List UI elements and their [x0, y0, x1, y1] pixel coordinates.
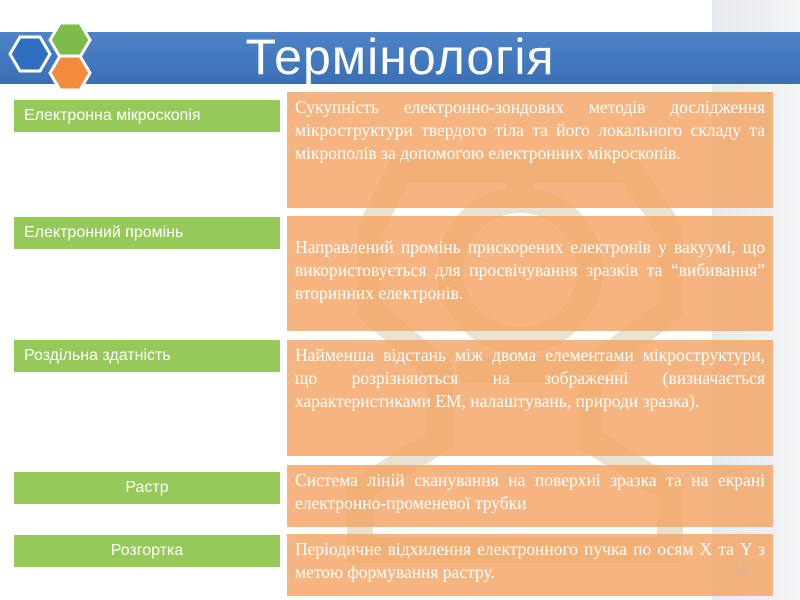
slide-title: Термінологія — [245, 29, 555, 85]
definition-electron-beam: Направлений промінь прискорених електронів у вакуумі, що використовується для просвічування зразків та “вибивання” вторинних електронів. — [287, 216, 773, 331]
term-resolution: Роздільна здатність — [14, 340, 280, 372]
term-electron-microscopy: Електронна мікроскопія — [14, 100, 280, 132]
page-number: 11 — [734, 561, 748, 576]
term-sweep: Розгортка — [14, 535, 280, 567]
term-electron-beam: Електронний промінь — [14, 217, 280, 249]
definition-raster: Система ліній сканування на поверхні зразка та на екрані електронно-променевої трубки — [287, 465, 773, 527]
term-raster: Растр — [14, 472, 280, 504]
definition-electron-microscopy: Сукупність електронно-зондових методів дослідження мікроструктури твердого тіла та його локального складу та мікрополів за допомогою електронних мікроскопів. — [287, 92, 773, 208]
definition-sweep: Періодичне відхилення електронного пучка по осям X та Y з метою формування растру. — [287, 534, 773, 596]
definition-resolution: Найменша відстань між двома елементами мікроструктури, що розрізняються на зображенні (визначається характеристиками ЕМ, налаштувань, природи зразка). — [287, 340, 773, 456]
